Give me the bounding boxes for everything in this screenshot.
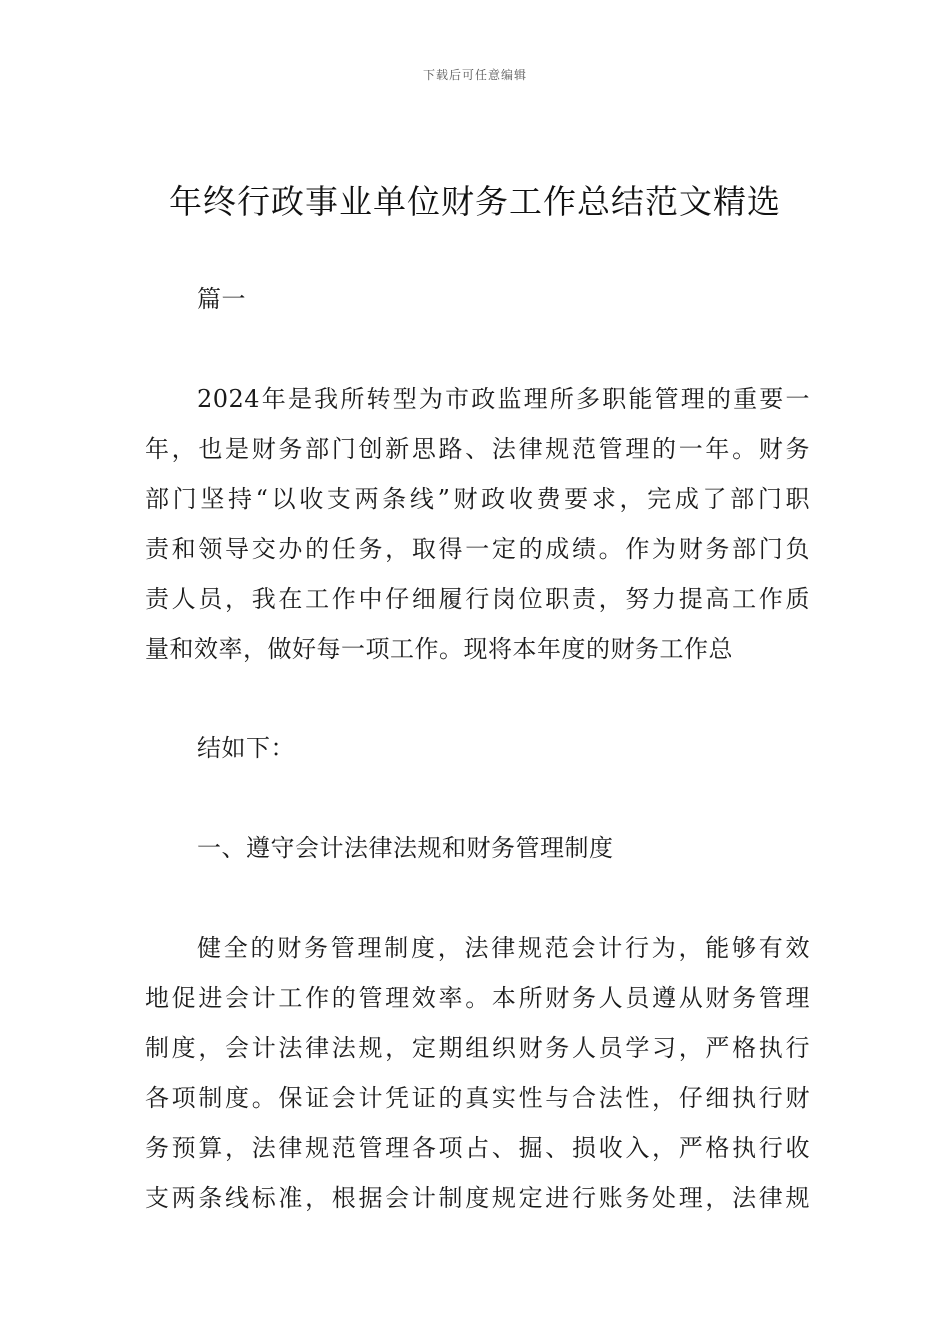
document-title: 年终行政事业单位财务工作总结范文精选 bbox=[169, 182, 781, 221]
paragraph-line: 健全的财务管理制度，法律规范会计行为，能够有效 bbox=[197, 934, 810, 962]
paragraph-line: 年，也是财务部门创新思路、法律规范管理的一年。财务 bbox=[145, 435, 810, 463]
paragraph-line: 量和效率，做好每一项工作。现将本年度的财务工作总 bbox=[145, 635, 733, 663]
paragraph-line: 2024年是我所转型为市政监理所多职能管理的重要一 bbox=[197, 385, 810, 413]
section-label: 篇一 bbox=[197, 285, 246, 313]
paragraph-tail: 结如下： bbox=[197, 734, 295, 762]
paragraph-line: 部门坚持“以收支两条线”财政收费要求，完成了部门职 bbox=[145, 485, 810, 513]
section-heading: 一、遵守会计法律法规和财务管理制度 bbox=[197, 834, 614, 862]
paragraph-line: 责和领导交办的任务，取得一定的成绩。作为财务部门负 bbox=[145, 535, 810, 563]
paragraph-line: 各项制度。保证会计凭证的真实性与合法性，仔细执行财 bbox=[145, 1084, 810, 1112]
paragraph-line: 地促进会计工作的管理效率。本所财务人员遵从财务管理 bbox=[145, 984, 810, 1012]
paragraph-line: 责人员，我在工作中仔细履行岗位职责，努力提高工作质 bbox=[145, 585, 810, 613]
header-note: 下载后可任意编辑 bbox=[422, 68, 527, 82]
paragraph-line: 务预算，法律规范管理各项占、掘、损收入，严格执行收 bbox=[145, 1134, 810, 1162]
paragraph-line: 支两条线标准，根据会计制度规定进行账务处理，法律规 bbox=[145, 1184, 810, 1212]
paragraph-line: 制度，会计法律法规，定期组织财务人员学习，严格执行 bbox=[145, 1034, 810, 1062]
